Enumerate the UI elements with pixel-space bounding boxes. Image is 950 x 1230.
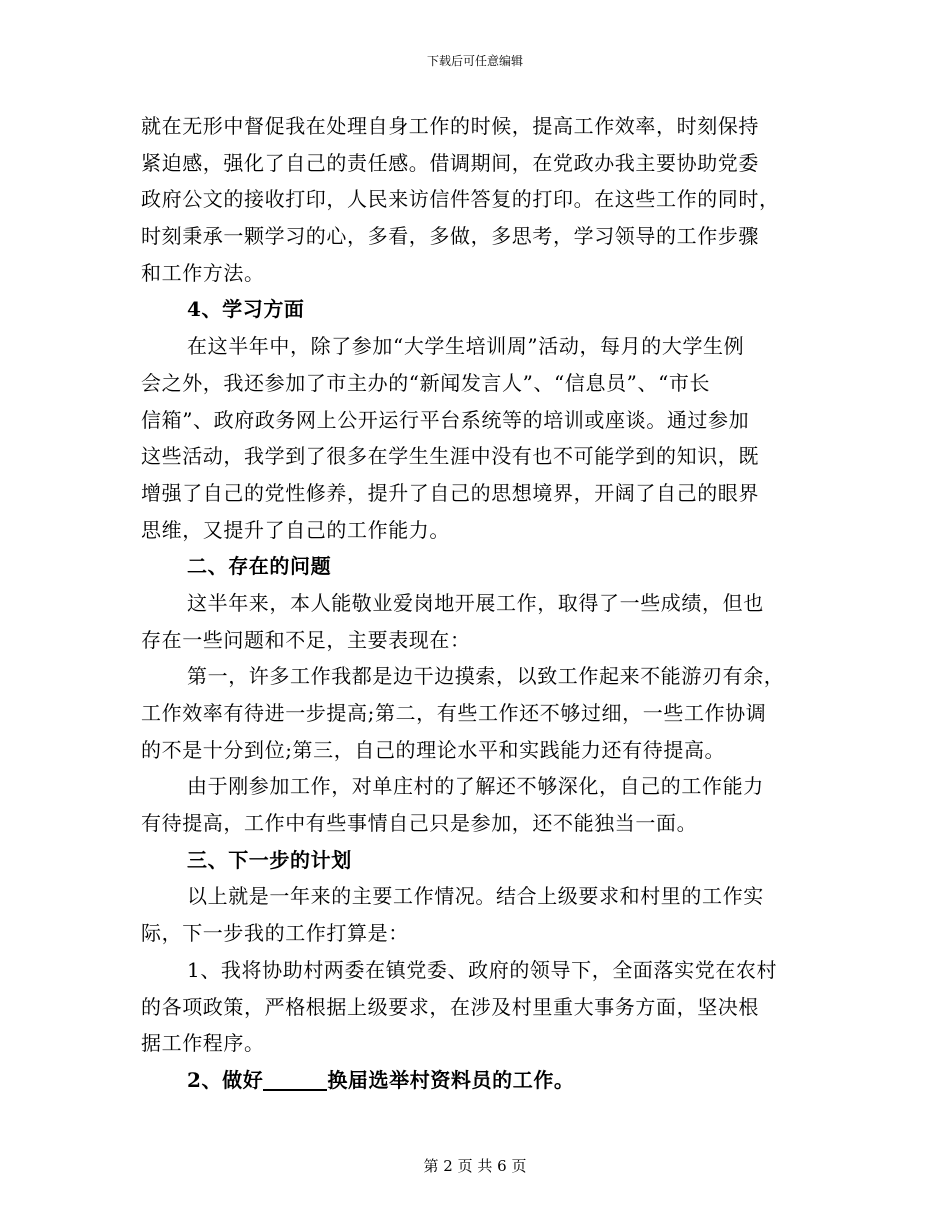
paragraph-line: 有待提高，工作中有些事情自己只是参加，还不能独当一面。 [141, 811, 698, 836]
paragraph-line: 工作效率有待进一步提高;第二，有些工作还不够过细，一些工作协调 [141, 701, 767, 725]
paragraph-line: 会之外，我还参加了市主办的“新闻发言人”、“信息员”、“市长 [141, 370, 711, 395]
paragraph-line: 这些活动，我学到了很多在学生生涯中没有也不可能学到的知识，既 [141, 444, 759, 469]
paragraph-line: 的不是十分到位;第三，自己的理论水平和实践能力还有待提高。 [141, 737, 726, 762]
paragraph-line: 在这半年中，除了参加“大学生培训周”活动，每月的大学生例 [187, 334, 745, 359]
blank-underline [263, 1065, 327, 1091]
paragraph-line: 政府公文的接收打印，人民来访信件答复的打印。在这些工作的同时， [141, 187, 780, 212]
section-heading-plan: 三、下一步的计划 [187, 847, 352, 872]
page-number: 第 2 页 共 6 页 [423, 1157, 527, 1175]
paragraph-line: 存在一些问题和不足，主要表现在： [141, 627, 471, 652]
paragraph-line: 就在无形中督促我在处理自身工作的时候，提高工作效率，时刻保持 [141, 114, 759, 138]
paragraph-line: 第一，许多工作我都是边干边摸索，以致工作起来不能游刃有余， [187, 664, 785, 689]
document-body [141, 108, 809, 1099]
paragraph-line: 和工作方法。 [141, 260, 265, 285]
heading-text-start: 2、做好 [187, 1067, 264, 1092]
paragraph-line: 这半年来，本人能敬业爱岗地开展工作，取得了一些成绩，但也 [187, 590, 764, 615]
paragraph-line: 思维，又提升了自己的工作能力。 [141, 517, 450, 542]
paragraph-line: 的各项政策，严格根据上级要求，在涉及村里重大事务方面，坚决根 [141, 994, 759, 1019]
paragraph-line: 信箱”、政府政务网上公开运行平台系统等的培训或座谈。通过参加 [141, 407, 750, 432]
paragraph-line: 由于刚参加工作，对单庄村的了解还不够深化，自己的工作能力 [187, 774, 764, 799]
paragraph-line: 以上就是一年来的主要工作情况。结合上级要求和村里的工作实 [187, 884, 764, 909]
paragraph-line: 时刻秉承一颗学习的心，多看，多做，多思考，学习领导的工作步骤 [141, 224, 759, 249]
section-heading-election [141, 1062, 809, 1099]
paragraph-line: 1、我将协助村两委在镇党委、政府的领导下，全面落实党在农村 [187, 957, 778, 982]
section-heading-study: 4、学习方面 [187, 297, 305, 322]
paragraph-line: 紧迫感，强化了自己的责任感。借调期间，在党政办我主要协助党委 [141, 150, 759, 175]
section-heading-problems: 二、存在的问题 [187, 554, 332, 579]
heading-text-end: 换届选举村资料员的工作。 [327, 1067, 575, 1092]
paragraph-line: 据工作程序。 [141, 1031, 265, 1056]
page-header: 下载后可任意编辑 [426, 54, 523, 68]
paragraph-line: 增强了自己的党性修养，提升了自己的思想境界，开阔了自己的眼界 [141, 480, 759, 505]
paragraph-line: 际，下一步我的工作打算是： [141, 921, 409, 946]
